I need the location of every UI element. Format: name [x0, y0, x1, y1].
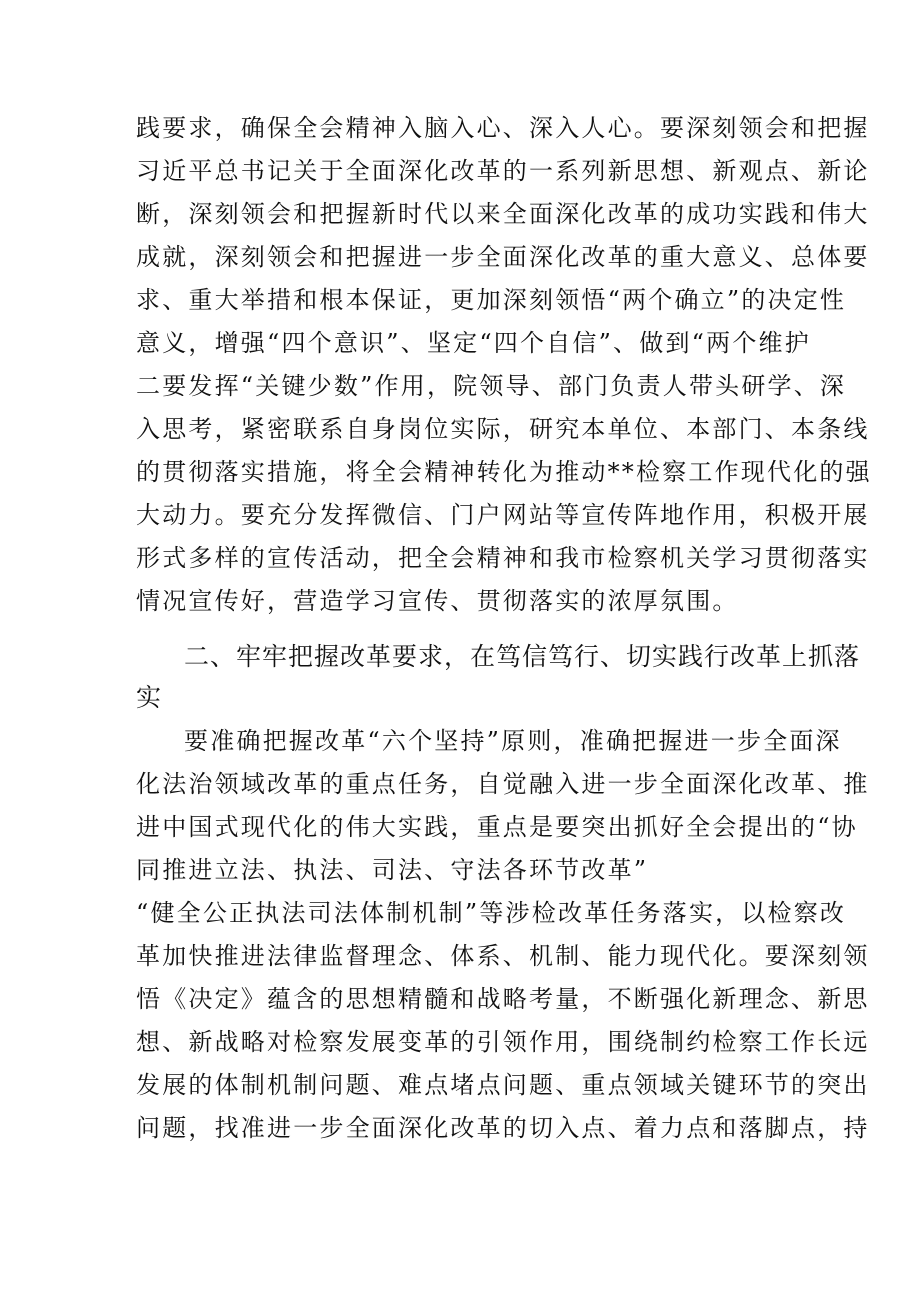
text-line: 问题，找准进一步全面深化改革的切入点、着力点和落脚点，持 — [136, 1114, 870, 1142]
text-line: 想、新战略对检察发展变革的引领作用，围绕制约检察工作长远 — [136, 1028, 870, 1056]
text-line: 要准确把握改革“六个坚持”原则，准确把握进一步全面深 — [184, 727, 842, 755]
text-line: 大动力。要充分发挥微信、门户网站等宣传阵地作用，积极开展 — [136, 501, 870, 529]
text-line: 悟《决定》蕴含的思想精髓和战略考量，不断强化新理念、新思 — [136, 985, 870, 1013]
text-line: 成就，深刻领会和把握进一步全面深化改革的重大意义、总体要 — [136, 243, 870, 271]
text-line: 革加快推进法律监督理念、体系、机制、能力现代化。要深刻领 — [136, 942, 870, 970]
text-line: 践要求，确保全会精神入脑入心、深入人心。要深刻领会和把握 — [136, 114, 870, 142]
text-line: 意义，增强“四个意识”、坚定“四个自信”、做到“两个维护 — [136, 329, 811, 357]
heading-line: 实 — [136, 683, 163, 712]
text-line: 情况宣传好，营造学习宣传、贯彻落实的浓厚氛围。 — [136, 587, 739, 615]
text-line: 二要发挥“关键少数”作用，院领导、部门负责人带头研学、深 — [136, 372, 847, 400]
text-line: 进中国式现代化的伟大实践，重点是要突出抓好全会提出的“协 — [136, 813, 858, 841]
heading-line: 二、牢牢把握改革要求，在笃信笃行、切实践行改革上抓落 — [184, 642, 861, 671]
text-line: “健全公正执法司法体制机制”等涉检改革任务落实，以检察改 — [136, 899, 847, 927]
text-line: 求、重大举措和根本保证，更加深刻领悟“两个确立”的决定性 — [136, 286, 847, 314]
text-line: 形式多样的宣传活动，把全会精神和我市检察机关学习贯彻落实 — [136, 544, 870, 572]
text-line: 的贯彻落实措施，将全会精神转化为推动**检察工作现代化的强 — [136, 458, 872, 486]
text-line: 入思考，紧密联系自身岗位实际，研究本单位、本部门、本条线 — [136, 415, 870, 443]
text-line: 习近平总书记关于全面深化改革的一系列新思想、新观点、新论 — [136, 157, 870, 185]
text-line: 发展的体制机制问题、难点堵点问题、重点领域关键环节的突出 — [136, 1071, 870, 1099]
text-line: 断，深刻领会和把握新时代以来全面深化改革的成功实践和伟大 — [136, 200, 870, 228]
text-line: 化法治领域改革的重点任务，自觉融入进一步全面深化改革、推 — [136, 770, 870, 798]
text-line: 同推进立法、执法、司法、守法各环节改革” — [136, 856, 649, 884]
